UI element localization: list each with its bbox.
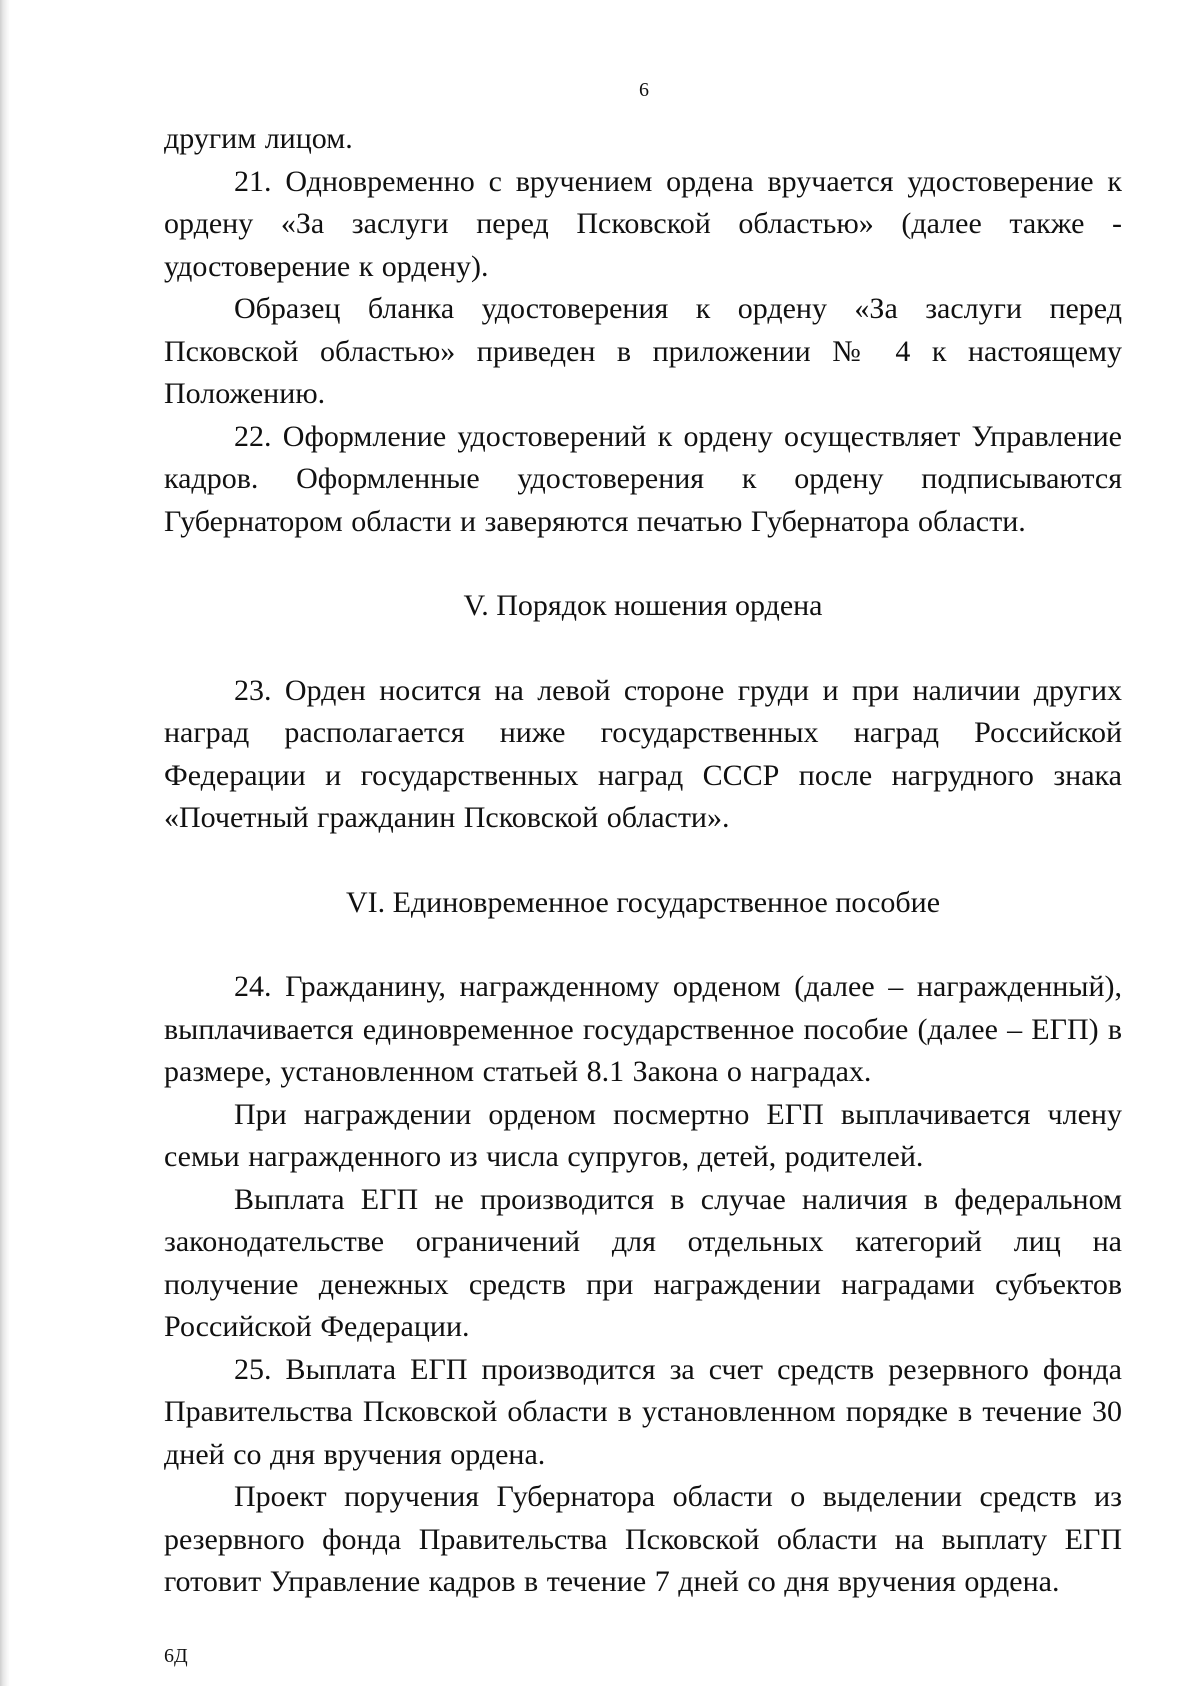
section-heading-v: V. Порядок ношения ордена xyxy=(463,589,823,622)
paragraph-21: 21. Одновременно с вручением ордена вручается удостоверение к ордену «За заслуги перед Псковской областью» (далее также - удостоверение к ордену). xyxy=(164,164,1122,283)
paragraph-24: 24. Гражданину, награжденному орденом (далее – награжденный), выплачивается единовременное государственное пособие (далее – ЕГП) в размере, установленном статьей 8.1 Закона о наградах. xyxy=(164,970,1122,1088)
section-heading-vi: VI. Единовременное государственное пособие xyxy=(345,885,941,919)
page-number: 6 xyxy=(639,79,649,101)
paragraph-25-order-draft: Проект поручения Губернатора области о выделении средств из резервного фонда Правительства Псковской области на выплату ЕГП готовит Управление кадров в течение 7 дней со дня вручения ордена. xyxy=(164,1480,1122,1598)
paragraph-25: 25. Выплата ЕГП производится за счет средств резервного фонда Правительства Псковской области в установленном порядке в течение 30 дней со дня вручения ордена. xyxy=(164,1352,1122,1471)
paragraph-24-restrictions: Выплата ЕГП не производится в случае наличия в федеральном законодательстве ограничений для отдельных категорий лиц на получение денежных средств при награждении наградами субъектов Российской Федерации. xyxy=(164,1182,1122,1343)
paragraph-24-posthumous: При награждении орденом посмертно ЕГП выплачивается члену семьи награжденного из числа супругов, детей, родителей. xyxy=(164,1097,1122,1173)
footer-code: 6Д xyxy=(164,1645,188,1667)
document-body xyxy=(164,118,1122,1604)
paragraph-22: 22. Оформление удостоверений к ордену осуществляет Управление кадров. Оформленные удостоверения к ордену подписываются Губернатором области и заверяются печатью Губернатора области. xyxy=(164,419,1122,538)
scan-edge-shadow xyxy=(0,0,10,1686)
paragraph-21-sample-form: Образец бланка удостоверения к ордену «За заслуги перед Псковской областью» приведен в приложении № 4 к настоящему Положению. xyxy=(164,292,1122,410)
paragraph-23: 23. Орден носится на левой стороне груди и при наличии других наград располагается ниже государственных наград Российской Федерации и государственных наград СССР после нагрудного знака «Почетный гражданин Псковской области». xyxy=(164,673,1122,834)
paragraph-continuation: другим лицом. xyxy=(164,122,353,155)
